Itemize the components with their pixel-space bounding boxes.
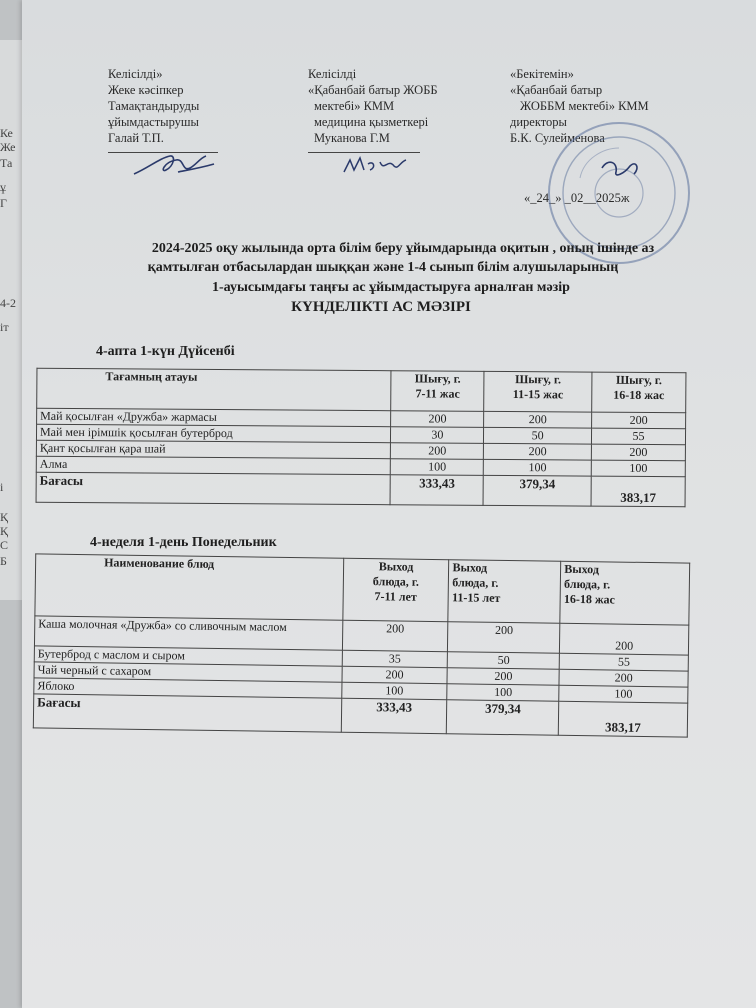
back-sheet-fragment: Қ: [0, 510, 9, 524]
dish-name: Яблоко: [34, 678, 342, 698]
back-sheet-fragment: 4-2: [0, 296, 16, 310]
portion-value: 200: [559, 669, 688, 687]
back-sheet-fragment: Г: [0, 196, 7, 210]
back-sheet-fragment: Же: [0, 140, 16, 154]
portion-value: 50: [448, 652, 560, 670]
document-title-line2: қамтылған отбасылардан шыққан және 1-4 сынып білім алушыларының: [147, 260, 619, 275]
kz-day-heading: 4-апта 1-күн Дүйсенбі: [96, 344, 235, 359]
portion-value: 200: [592, 412, 686, 429]
portion-value: 200: [391, 443, 484, 460]
table-header-row: [37, 368, 686, 413]
signature-icon: [130, 148, 220, 184]
column-header: Выход блюда, г. 7-11 лет: [342, 558, 449, 621]
dish-name: Бутерброд с маслом и сыром: [34, 646, 342, 666]
back-sheet-fragment: ұ: [0, 180, 6, 194]
document-page: [22, 0, 756, 1008]
portion-value: 200: [342, 666, 448, 683]
approval-middle: [308, 66, 438, 153]
document-title-line4: КҮНДЕЛІКТІ АС МӘЗІРІ: [291, 299, 471, 315]
portion-value: 35: [342, 650, 448, 667]
portion-value: 55: [592, 428, 686, 445]
back-sheet-fragment: іт: [0, 320, 9, 334]
approval-middle-line: мектебі» КММ: [314, 99, 395, 113]
approval-left-line: Жеке кәсіпкер: [108, 83, 184, 97]
approval-middle-line: Муканова Г.М: [314, 131, 390, 145]
dish-name: Алма: [36, 456, 391, 474]
document-title-line3: 1-ауысымдағы таңғы ас ұйымдастыруға арналған мәзір: [212, 280, 570, 295]
document-title-line1: 2024-2025 оқу жылында орта білім беру ұйымдарында оқитын , оның ішінде аз: [151, 241, 655, 256]
price-value: 333,43: [341, 698, 447, 733]
kz-menu-table: [36, 368, 687, 508]
dish-name: Чай черный с сахаром: [34, 662, 342, 682]
portion-value: 55: [559, 653, 688, 671]
approval-left: [108, 66, 218, 153]
dish-name: Қант қосылған қара шай: [36, 440, 391, 458]
price-value: 379,34: [447, 700, 559, 736]
back-sheet-fragment: Б: [0, 554, 7, 568]
approval-left-line: Галай Т.П.: [108, 131, 164, 145]
approval-left-line: Тамақтандыруды: [108, 99, 200, 113]
column-header: Шығу, г. 11-15 жас: [484, 371, 592, 412]
price-value: 383,17: [558, 701, 687, 737]
portion-value: 200: [342, 620, 448, 651]
ru-menu-table: [33, 553, 690, 737]
total-row: [36, 472, 685, 507]
approval-left-line: Келісілді»: [108, 67, 163, 81]
approval-date: «_24_» _02__2025ж: [524, 191, 630, 205]
total-label: Бағасы: [33, 694, 341, 732]
column-header: Наименование блюд: [35, 554, 343, 620]
portion-value: 100: [591, 460, 685, 477]
portion-value: 30: [391, 427, 484, 444]
back-sheet-fragment: і: [0, 480, 4, 494]
portion-value: 100: [559, 685, 688, 703]
back-sheet-fragment: С: [0, 538, 9, 552]
back-sheet-fragment: Ке: [0, 126, 13, 140]
signature-icon: [340, 152, 410, 180]
approval-left-line: ұйымдастырушы: [108, 115, 199, 129]
price-value: 379,34: [483, 475, 591, 506]
portion-value: 100: [447, 684, 559, 702]
column-header: Выход блюда, г. 16-18 жас: [560, 561, 690, 625]
column-header: Тағамның атауы: [37, 368, 392, 410]
column-header: Выход блюда, г. 11-15 лет: [448, 560, 561, 624]
portion-value: 200: [448, 622, 560, 654]
back-sheet-fragment: Қ: [0, 524, 9, 538]
portion-value: 200: [484, 411, 592, 428]
column-header: Шығу, г. 16-18 жас: [592, 372, 686, 413]
total-label: Бағасы: [36, 472, 391, 504]
approval-right-line: директоры: [510, 115, 567, 129]
column-header: Шығу, г. 7-11 жас: [391, 371, 484, 412]
dish-name: Май қосылған «Дружба» жармасы: [37, 408, 392, 426]
portion-value: 200: [447, 668, 559, 686]
table-header-row: [35, 554, 690, 625]
portion-value: 200: [391, 411, 484, 428]
approval-right-line: Б.К. Сулейменова: [510, 131, 605, 145]
portion-value: 200: [560, 623, 689, 655]
portion-value: 200: [484, 443, 592, 460]
portion-value: 100: [391, 459, 484, 476]
ru-day-heading: 4-неделя 1-день Понедельник: [90, 535, 277, 550]
portion-value: 200: [591, 444, 685, 461]
back-sheet-fragment: Та: [0, 156, 13, 170]
dish-name: Каша молочная «Дружба» со сливочным маслом: [34, 616, 342, 650]
approval-right-line: «Бекітемін»: [510, 67, 574, 81]
approval-middle-line: Келісілді: [308, 67, 357, 81]
portion-value: 50: [484, 427, 592, 444]
portion-value: 100: [341, 682, 447, 699]
approval-right-line: «Қабанбай батыр: [510, 83, 603, 97]
price-value: 383,17: [591, 476, 685, 507]
portion-value: 100: [484, 459, 592, 476]
approval-right-line: ЖОББМ мектебі» КММ: [520, 99, 649, 113]
price-value: 333,43: [390, 475, 483, 506]
dish-name: Май мен ірімшік қосылған бутерброд: [36, 424, 391, 442]
approval-middle-line: «Қабанбай батыр ЖОББ: [308, 83, 438, 97]
approval-middle-line: медицина қызметкері: [314, 115, 429, 129]
